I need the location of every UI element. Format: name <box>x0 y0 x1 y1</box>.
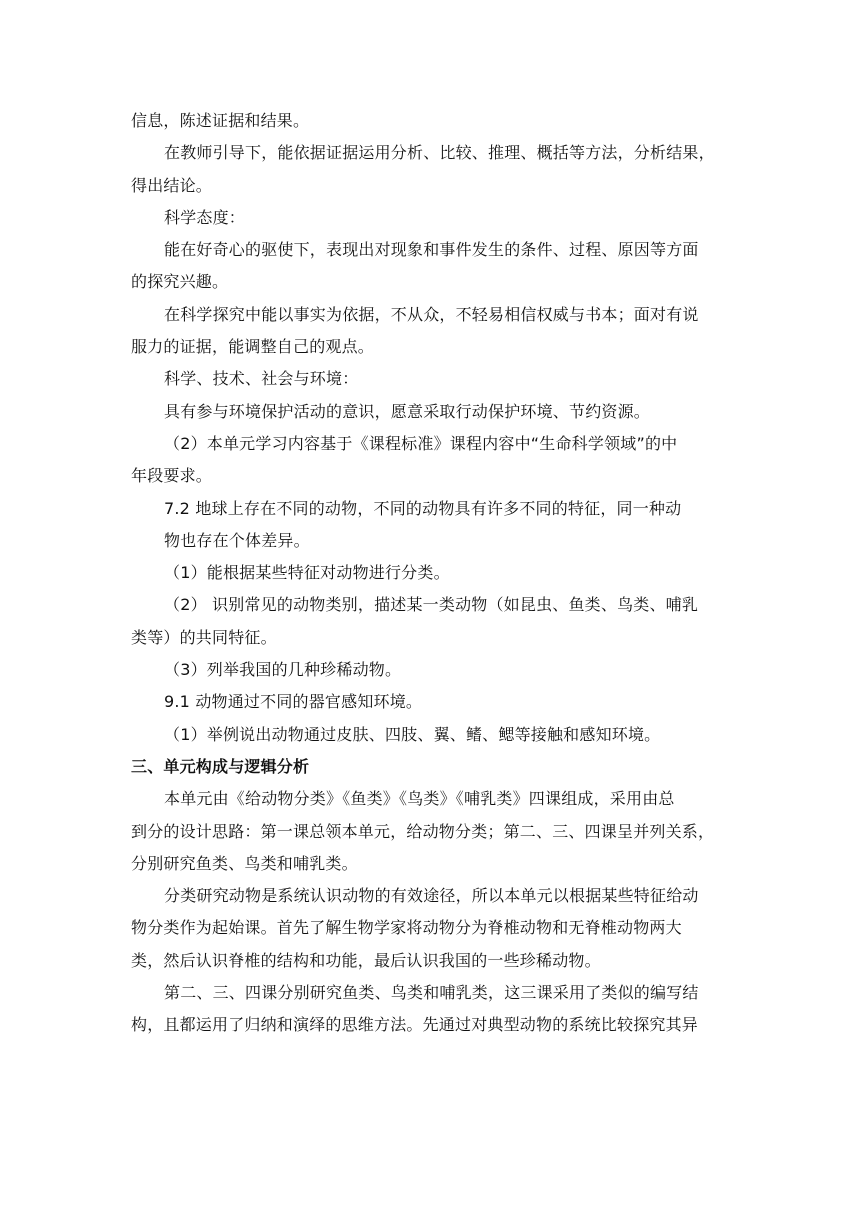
document-body <box>131 105 731 1042</box>
section-heading: 三、单元构成与逻辑分析 <box>131 756 310 776</box>
text-line: 年段要求。 <box>131 466 213 486</box>
text-line: 类等）的共同特征。 <box>131 627 277 647</box>
text-line: 9.1 动物通过不同的器官感知环境。 <box>164 692 423 712</box>
text-line: 物分类作为起始课。首先了解生物学家将动物分为脊椎动物和无脊椎动物两大 <box>131 918 682 938</box>
text-line: （2）本单元学习内容基于《课程标准》课程内容中“生命科学领域”的中 <box>164 433 678 453</box>
list-item: （3）列举我国的几种珍稀动物。 <box>164 660 402 680</box>
text-line: 分类研究动物是系统认识动物的有效途径，所以本单元以根据某些特征给动 <box>164 886 699 906</box>
text-line: 本单元由《给动物分类》《鱼类》《鸟类》《哺乳类》四课组成，采用由总 <box>164 789 675 809</box>
list-item: （1）举例说出动物通过皮肤、四肢、翼、鳍、鳃等接触和感知环境。 <box>164 724 661 744</box>
text-line: 得出结论。 <box>131 175 213 195</box>
text-line: 的探究兴趣。 <box>131 272 229 292</box>
text-line: 第二、三、四课分别研究鱼类、鸟类和哺乳类，这三课采用了类似的编写结 <box>164 983 699 1003</box>
list-item: （2） 识别常见的动物类别，描述某一类动物（如昆虫、鱼类、鸟类、哺乳 <box>164 595 699 615</box>
text-line: 在科学探究中能以事实为依据，不从众，不轻易相信权威与书本；面对有说 <box>164 304 699 324</box>
section-label: 科学态度： <box>164 207 246 227</box>
text-line: 7.2 地球上存在不同的动物，不同的动物具有许多不同的特征，同一种动 <box>164 498 682 518</box>
text-line: 类，然后认识脊椎的结构和功能，最后认识我国的一些珍稀动物。 <box>131 950 601 970</box>
text-line: 分别研究鱼类、鸟类和哺乳类。 <box>131 853 358 873</box>
text-line: 信息，陈述证据和结果。 <box>131 111 310 130</box>
text-line: 到分的设计思路：第一课总领本单元，给动物分类；第二、三、四课呈并列关系， <box>131 821 715 841</box>
text-line: 物也存在个体差异。 <box>164 530 310 550</box>
text-line: 服力的证据，能调整自己的观点。 <box>131 337 375 357</box>
text-line: 构，且都运用了归纳和演绎的思维方法。先通过对典型动物的系统比较探究其异 <box>131 1015 699 1035</box>
text-line: 能在好奇心的驱使下，表现出对现象和事件发生的条件、过程、原因等方面 <box>164 240 699 260</box>
section-label: 科学、技术、社会与环境： <box>164 369 359 389</box>
text-line: 在教师引导下，能依据证据运用分析、比较、推理、概括等方法，分析结果， <box>164 143 715 163</box>
text-line: 具有参与环境保护活动的意识，愿意采取行动保护环境、节约资源。 <box>164 401 651 421</box>
list-item: （1）能根据某些特征对动物进行分类。 <box>164 563 450 583</box>
